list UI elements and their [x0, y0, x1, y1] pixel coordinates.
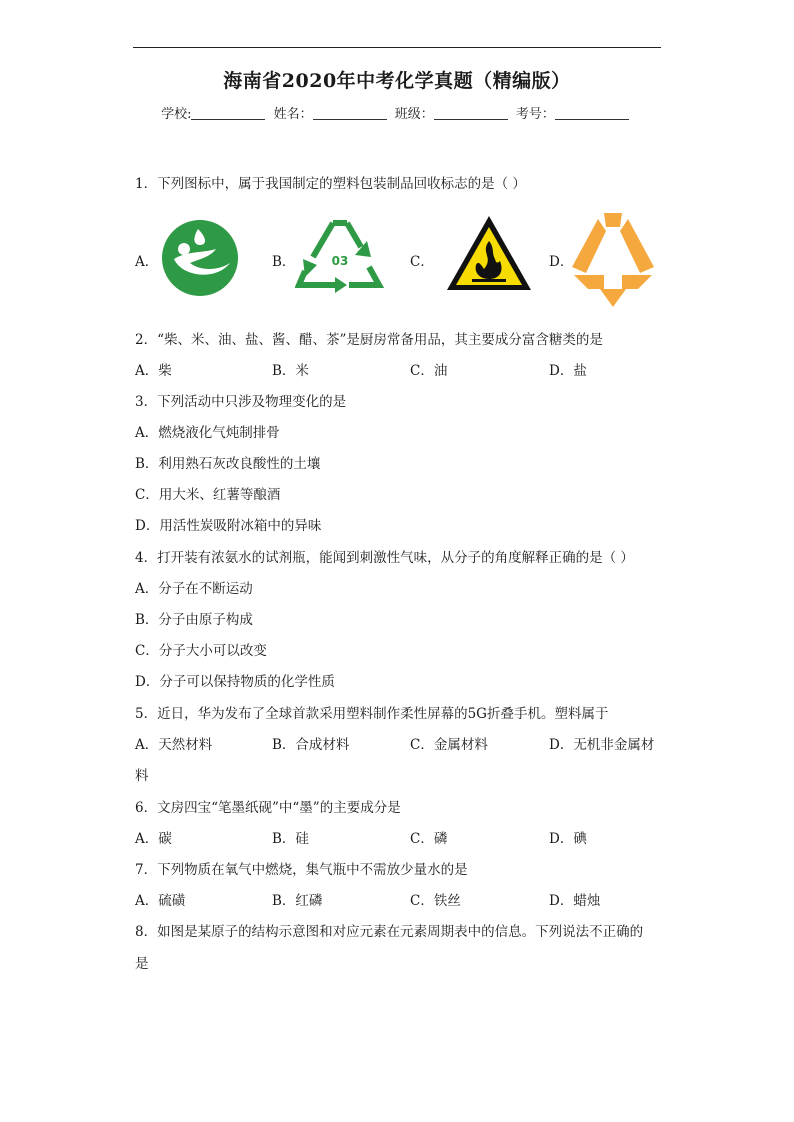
question-5-option-c[interactable]: C．金属材料 [410, 737, 488, 753]
question-8-stem: 8．如图是某原子的结构示意图和对应元素在元素周期表中的信息。下列说法不正确的 [135, 924, 644, 940]
question-5-option-d[interactable]: D．无机非金属材 [549, 737, 655, 753]
question-6-option-c[interactable]: C．磷 [410, 831, 448, 847]
question-4-option-a[interactable]: A．分子在不断运动 [135, 581, 253, 597]
question-3-option-a[interactable]: A．燃烧液化气炖制排骨 [135, 425, 280, 441]
question-1-option-a[interactable]: A． [135, 254, 159, 270]
question-6-option-d[interactable]: D．碘 [549, 831, 587, 847]
question-2-option-d[interactable]: D．盐 [549, 363, 587, 379]
question-2-stem: 2．“柴、米、油、盐、酱、醋、茶”是厨房常备用品，其主要成分富含糖类的是 [135, 332, 603, 348]
question-4-option-b[interactable]: B．分子由原子构成 [135, 612, 253, 628]
question-7-stem: 7．下列物质在氧气中燃烧，集气瓶中不需放少量水的是 [135, 862, 468, 878]
question-1-option-c[interactable]: C． [410, 254, 434, 270]
question-7-option-a[interactable]: A．硫磺 [135, 893, 186, 909]
question-3-stem: 3．下列活动中只涉及物理变化的是 [135, 394, 347, 410]
school-blank[interactable] [191, 107, 265, 120]
page-title: 海南省2020年中考化学真题（精编版） [223, 70, 571, 92]
question-7-option-b[interactable]: B．红磷 [272, 893, 323, 909]
question-4-stem: 4．打开装有浓氨水的试剂瓶，能闻到刺激性气味，从分子的角度解释正确的是（ ） [135, 550, 634, 566]
question-7-option-d[interactable]: D．蜡烛 [549, 893, 601, 909]
question-6-stem: 6．文房四宝“笔墨纸砚”中“墨”的主要成分是 [135, 800, 401, 816]
question-3-option-d[interactable]: D．用活性炭吸附冰箱中的异味 [135, 518, 322, 534]
flammable-warning-sign-icon [444, 213, 534, 293]
class-label: 班级： [394, 107, 434, 122]
question-4-option-d[interactable]: D．分子可以保持物质的化学性质 [135, 674, 335, 690]
question-8-stem-wrap: 是 [135, 956, 149, 972]
question-5-option-d-wrap: 料 [135, 768, 149, 784]
name-label: 姓名： [273, 107, 313, 122]
question-1-option-d[interactable]: D． [549, 254, 574, 270]
question-6-option-a[interactable]: A．碳 [135, 831, 172, 847]
water-saving-sign-icon [160, 219, 240, 297]
student-info-line [0, 103, 794, 122]
question-3-option-b[interactable]: B．利用熟石灰改良酸性的土壤 [135, 456, 321, 472]
question-7-option-c[interactable]: C．铁丝 [410, 893, 461, 909]
question-6-option-b[interactable]: B．硅 [272, 831, 309, 847]
exam-number-blank[interactable] [555, 107, 629, 120]
question-2-option-a[interactable]: A．柴 [135, 363, 172, 379]
question-1-option-b[interactable]: B． [272, 254, 296, 270]
question-5-option-b[interactable]: B．合成材料 [272, 737, 350, 753]
exam-number-label: 考号： [515, 107, 555, 122]
name-blank[interactable] [313, 107, 387, 120]
class-blank[interactable] [434, 107, 508, 120]
question-5-option-a[interactable]: A．天然材料 [135, 737, 213, 753]
question-1-stem: 1．下列图标中，属于我国制定的塑料包装制品回收标志的是（ ） [135, 176, 526, 192]
orange-arrow-sign-icon [568, 209, 658, 309]
school-label: 学校: [161, 107, 192, 122]
recycle-03-sign-icon [295, 215, 385, 297]
question-2-option-b[interactable]: B．米 [272, 363, 309, 379]
question-4-option-c[interactable]: C．分子大小可以改变 [135, 643, 267, 659]
top-rule [133, 47, 661, 48]
question-5-stem: 5．近日，华为发布了全球首款采用塑料制作柔性屏幕的5G折叠手机。塑料属于 [135, 706, 609, 722]
question-3-option-c[interactable]: C．用大米、红薯等酿酒 [135, 487, 281, 503]
recycle-number-label: 03 [331, 254, 349, 268]
question-2-option-c[interactable]: C．油 [410, 363, 448, 379]
